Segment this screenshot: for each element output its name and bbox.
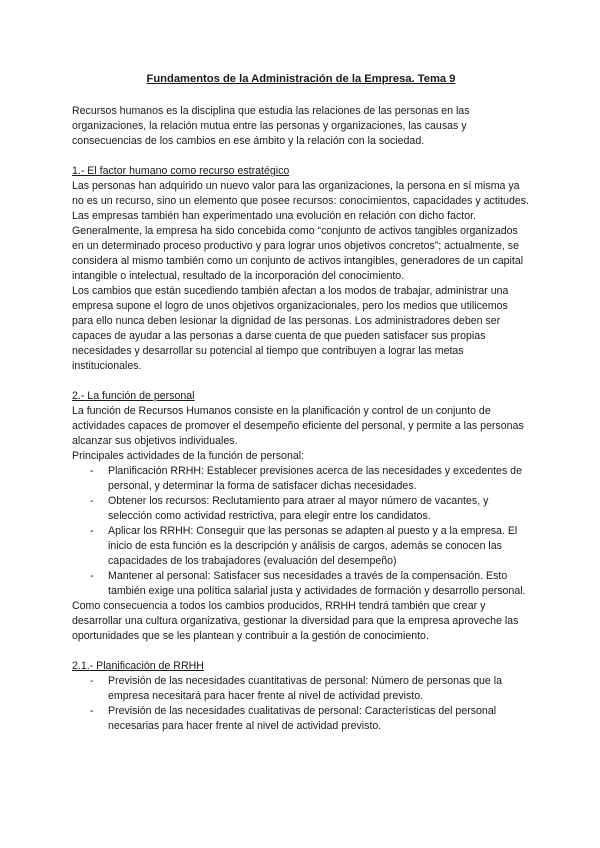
dash-bullet-icon: - xyxy=(90,570,94,582)
list-item: - Mantener al personal: Satisfacer sus necesidades a través de la compensación. Esto también exige una política salarial justa y actividades de formación y desarrollo personal. xyxy=(90,570,526,597)
section-heading-factor-humano: 1.- El factor humano como recurso estratégico xyxy=(72,165,290,177)
section-heading-planificacion-rrhh: 2.1.- Planificación de RRHH xyxy=(72,660,204,672)
planning-list xyxy=(72,674,530,734)
document-page xyxy=(72,72,530,734)
dash-bullet-icon: - xyxy=(90,705,94,717)
list-item: - Planificación RRHH: Establecer previsiones acerca de las necesidades y excedentes de personal, y determinar la forma de satisfacer dichas necesidades. xyxy=(90,465,522,492)
paragraph: Principales actividades de la función de personal: xyxy=(72,450,305,462)
document-title: Fundamentos de la Administración de la Empresa. Tema 9 xyxy=(146,73,456,85)
paragraph: Los cambios que están sucediendo también afectan a los modos de trabajar, administrar una empresa supone el logro de unos objetivos organizacionales, pero los medios que utilicemos para ello nunca deben lesionar la dignidad de las personas. Los administradores deben ser capaces de ayudar a las personas a darse cuenta de que pueden satisfacer sus propias necesidades y desarrollar su potencial al tiempo que contribuyen a lograr las metas institucionales. xyxy=(72,285,509,372)
dash-bullet-icon: - xyxy=(90,465,94,477)
dash-bullet-icon: - xyxy=(90,525,94,537)
dash-bullet-icon: - xyxy=(90,675,94,687)
list-item: - Previsión de las necesidades cuantitativas de personal: Número de personas que la empresa necesitará para hacer frente al nivel de actividad previsto. xyxy=(90,675,502,702)
paragraph: Las personas han adquirido un nuevo valor para las organizaciones, la persona en sí misma ya no es un recurso, sino un elemento que posee recursos: conocimientos, capacidades y actitudes. xyxy=(72,180,529,207)
list-item: - Obtener los recursos: Reclutamiento para atraer al mayor número de vacantes, y selección como actividad restrictiva, para elegir entre los candidatos. xyxy=(90,495,489,522)
list-item: - Previsión de las necesidades cualitativas de personal: Características del personal necesarias para hacer frente al nivel de actividad previsto. xyxy=(90,705,497,732)
paragraph: Como consecuencia a todos los cambios producidos, RRHH tendrá también que crear y desarrollar una cultura organizativa, gestionar la diversidad para que la empresa aproveche las oportunidades que se les plantean y contribuir a la gestión de conocimiento. xyxy=(72,600,519,642)
dash-bullet-icon: - xyxy=(90,495,94,507)
list-item: - Aplicar los RRHH: Conseguir que las personas se adapten al puesto y a la empresa. El inicio de esta función es la descripción y análisis de cargos, además se conocen las capacidades de los trabajadores (evaluación del desempeño) xyxy=(90,525,518,567)
paragraph: La función de Recursos Humanos consiste en la planificación y control de un conjunto de actividades capaces de promover el desempeño eficiente del personal, y permite a las personas alcanzar sus objetivos individuales. xyxy=(72,405,524,447)
intro-paragraph: Recursos humanos es la disciplina que estudia las relaciones de las personas en las organizaciones, la relación mutua entre las personas y organizaciones, las causas y consecuencias de los cambios en ese ámbito y la relación con la sociedad. xyxy=(72,105,470,147)
activities-list xyxy=(72,464,530,599)
section-heading-funcion-personal: 2.- La función de personal xyxy=(72,390,195,402)
paragraph: Las empresas también han experimentado una evolución en relación con dicho factor. Generalmente, la empresa ha sido concebida como “conjunto de activos tangibles organizados en un determinado proceso productivo y para lograr unos objetivos concretos”; actualmente, se considera al mismo también como un conjunto de activos intangibles, generadores de un capital intangible o intelectual, resultado de la incorporación del conocimiento. xyxy=(72,210,524,282)
